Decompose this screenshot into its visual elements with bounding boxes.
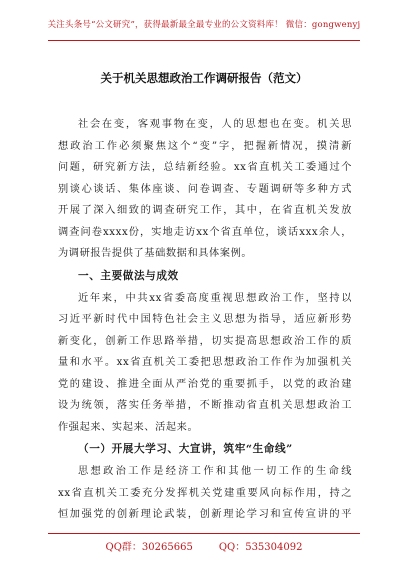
paragraph-line: 量和水平。xx省直机关工委把思想政治工作作为加强机关 <box>58 357 352 368</box>
paragraph-line: 调查问卷xxxx份，实地走访xx个省直单位，谈话xxx余人， <box>58 226 352 238</box>
footer-qq-group: QQ群：30265665 <box>105 542 193 553</box>
paragraph-line: 习近平新时代中国特色社会主义思想为指导，适应新形势 <box>58 314 352 325</box>
footer-divider <box>48 533 360 534</box>
paragraph-line: 作强起来、实起来、活起来。 <box>58 421 199 433</box>
document-body <box>58 114 352 526</box>
paragraph-line: 设为统领，落实任务举措，不断推动省直机关思想政治工 <box>58 400 352 411</box>
paragraph-line: 党的建设、推进全面从严治党的重要抓手，以党的政治建 <box>58 378 352 390</box>
paragraph-line: 新变化，创新工作思路举措，切实提高思想政治工作的质 <box>58 335 352 347</box>
section-heading: 一、主要做法与成效 <box>78 269 179 282</box>
paragraph-line: xx省直机关工委充分发挥机关党建重要风向标作用，持之 <box>58 487 352 499</box>
paragraph-line: 近年来，中共xx省委高度重视思想政治工作，坚持以 <box>78 292 352 304</box>
header-banner: 关注头条号“公文研究”，获得最新最全最专业的公文资料库！ 微信：gongwenyj <box>47 20 361 30</box>
paragraph-line: 开展了深入细致的调查研究工作，其中，在省直机关发放 <box>58 205 352 216</box>
footer-qq: QQ：535304092 <box>218 542 303 553</box>
paragraph-line: 思想政治工作是经济工作和其他一切工作的生命线 <box>78 466 352 477</box>
header-divider <box>48 40 360 41</box>
paragraph-line: 问题，研究新方法，总结新经验。xx省直机关工委通过个 <box>58 162 352 173</box>
paragraph-line: 社会在变，客观事物在变，人的思想也在变。机关思 <box>78 119 352 130</box>
footer-contact <box>0 538 408 553</box>
subsection-heading: （一）开展大学习、大宣讲，筑牢“生命线” <box>78 443 293 455</box>
document-title: 关于机关思想政治工作调研报告（范文） <box>100 71 308 85</box>
paragraph-line: 恒加强党的创新理论武装，创新理论学习和宣传宣讲的平 <box>58 509 352 520</box>
paragraph-line: 为调研报告提供了基础数据和具体案例。 <box>58 248 253 259</box>
paragraph-line: 想政治工作必须聚焦这个“变”字，把握新情况，摸清新 <box>58 140 352 152</box>
paragraph-line: 别谈心谈话、集体座谈、问卷调查、专题调研等多种方式 <box>58 183 352 195</box>
